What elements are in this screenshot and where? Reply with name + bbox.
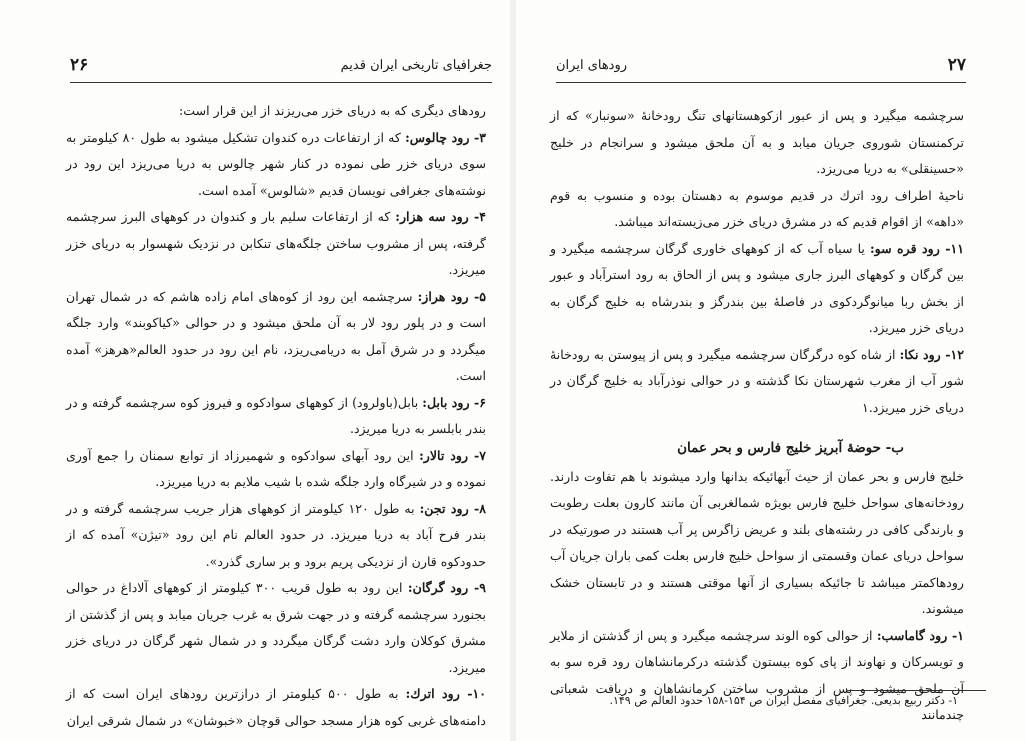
item-label: ۱۱- رود قره سو: [869,240,964,256]
item-label: ۱۰- رود اترك: [405,686,486,701]
item-label: ۳- رود چالوس: [405,129,486,145]
page-number: ۲۷ [947,55,966,75]
item-label: ۶- رود بابل: [422,394,486,410]
paragraph-text: ناحیهٔ اطراف رود اترك در قدیم موسوم به دهستان بوده و منسوب به قوم «داهه» از اقوام قدیم که در مشرق دریای خزر می‌زیسته‌اند میباشد. [550,187,964,229]
right-page [516,0,1026,741]
header-rule [70,82,492,83]
paragraph-text: سرچشمه میگیرد و پس از عبور ازکوهستانهای تنگ رودخانهٔ «سونبار» که از ترکمنستان شوروی جریان میابد و به آن ملحق میشود و سرانجام در خلیج «حسینقلی» به دریا می‌ریزد. [550,108,964,176]
footnote: ۱- دکتر ربیع بدیعی. جغرافیای مفصل ایران ص ۱۵۴-۱۵۸ حدود العالم ص ۱۴۹. [609,694,958,707]
section-heading: ب- حوضهٔ آبریز خلیج فارس و بحر عمان [677,440,904,456]
footnote-rule [846,690,986,691]
list-item [66,443,486,496]
item-label: ۹- رود گرگان: [407,580,486,595]
item-text: که از ارتفاعات دره کندوان تشکیل میشود به طول ۸۰ کیلومتر به سوی دریای خزر طی نموده در کنار شهر چالوس به دریا می‌ریزد این رود در نوشته‌های جغرافی نویسان قدیم «شالوس» آمده است. [66,129,486,198]
list-item [550,342,964,422]
list-item [66,284,486,390]
item-text: این رود آبهای سوادکوه و شهمیرزاد از توابع سمنان را جمع آوری نموده و در شیرگاه وارد جلگه شده با شیب ملایم به دریا میریزد. [66,447,486,489]
item-text: از شاه کوه درگرگان سرچشمه میگیرد و پس از پیوستن به رودخانهٔ شور آب از مغرب شهرستان نکا گذشته و در حوالی نوذرآباد به خلیج گرگان در دریای خزر میریزد.۱ [550,346,964,415]
list-item [66,125,486,205]
item-text: سرچشمه این رود از کوه‌های امام زاده هاشم که در شمال تهران است و در پلور رود لار به آن ملحق میشود و در حوالی «کیاکوبند» وارد جلگه میگردد و در شرق آمل به دریامی‌ریزد، نام این رود در حدود العالم«هرهز» آمده است. [66,288,486,383]
header-rule [556,82,966,83]
list-item [66,681,486,734]
paragraph-text: خلیج فارس و بحر عمان از حیث آبهائیکه بدانها وارد میشوند با هم تفاوت دارند. رودخانه‌های سواحل خلیج فارس بویژه شمالغربی آن مانند کارون بعلت رطوبت و بارندگی کافی در رشته‌های بلند و عریض زاگرس پر آب هستند در صورتیکه در سواحل دریای عمان وقسمتی از سواحل خلیج فارس بعلت کمی باران جریان آب رودهاکمتر میباشد تا جائیکه بسیاری از آنها موقتی هستند و در تابستان خشک میشوند. [550,468,964,616]
item-text: یا سیاه آب که از کوههای خاوری گرگان سرچشمه میگیرد و بین گرگان و کوههای البرز جاری میشود و پس از الحاق به رود استرآباد و عبور از بخش ربا میانوگردکوی در فاصلهٔ بین بندرگز و بندرشاه به خلیج گرگان به دریای خزر میریزد. [550,240,964,335]
item-text: از حوالی کوه الوند سرچشمه میگیرد و پس از گذشتن از ملایر و تویسرکان و نهاوند از پای کوه بیستون گذشته درکرمانشاهان رود قره سو به آن ملحق میشود و پس از مشروب ساختن کرمانشاهان و دریافت شعباتی چندمانند [550,627,964,722]
list-item [66,496,486,576]
running-title: رودهای ایران [556,57,628,73]
list-item [66,575,486,681]
running-title: جغرافیای تاریخی ایران قدیم [340,57,492,73]
paragraph [550,103,964,183]
list-item [550,623,964,729]
list-item [66,204,486,284]
item-label: ۴- رود سه هزار: [395,209,486,224]
list-item [66,390,486,443]
page-number: ۲۶ [70,55,89,75]
item-text: این رود به طول قریب ۳۰۰ کیلومتر از کوههای آلاداغ در حوالی بجنورد سرچشمه گرفته و در جهت شرق به غرب جریان میابد و پس از گذشتن از مشرق کوکلان وارد دشت گرگان میگردد و در شمال شهر گرگان در دریای خزر میریزد. [66,580,486,675]
right-page-body [550,103,964,729]
item-text: بابل(باولرود) از کوههای سوادکوه و فیروز کوه سرچشمه گرفته و در بندر بابلسر به دریا میریزد. [66,394,486,436]
paragraph [550,183,964,236]
item-text: به طول ۱۲۰ کیلومتر از کوههای هزار جریب سرچشمه گرفته و در بندر فرح آباد به دریا میریزد. در حدود العالم نام این رود «تیژن» آمده که از حدودکوه قارن از نزدیکی پریم برود و بر ساری گذرد». [66,500,486,569]
item-text: به طول ۵۰۰ کیلومتر از درازترین رودهای ایران است که از دامنه‌های غربی کوه هزار مسجد حوالی قوچان «خبوشان» در شمال شرقی ایران [66,686,486,728]
item-label: ۱- رود گاماسب: [876,627,964,643]
left-page [0,0,510,741]
item-text: که از ارتفاعات سلیم بار و کندوان در کوههای البرز سرچشمه گرفته، پس از مشروب ساختن جلگه‌های تنکابن در نزدیک شهسوار به دریای خزر میریزد. [66,209,486,277]
right-page-header [556,50,966,80]
item-label: ۱۲- رود نکا: [899,346,964,362]
item-label: ۸- رود تجن: [419,500,486,516]
item-label: ۵- رود هراز: [417,288,486,304]
list-item [550,236,964,342]
left-page-body [66,98,486,734]
item-label: ۷- رود تالار: [419,447,486,463]
intro-paragraph: رودهای دیگری که به دریای خزر می‌ریزند از این قرار است: [179,103,486,118]
paragraph [550,464,964,623]
left-page-header [70,50,492,80]
